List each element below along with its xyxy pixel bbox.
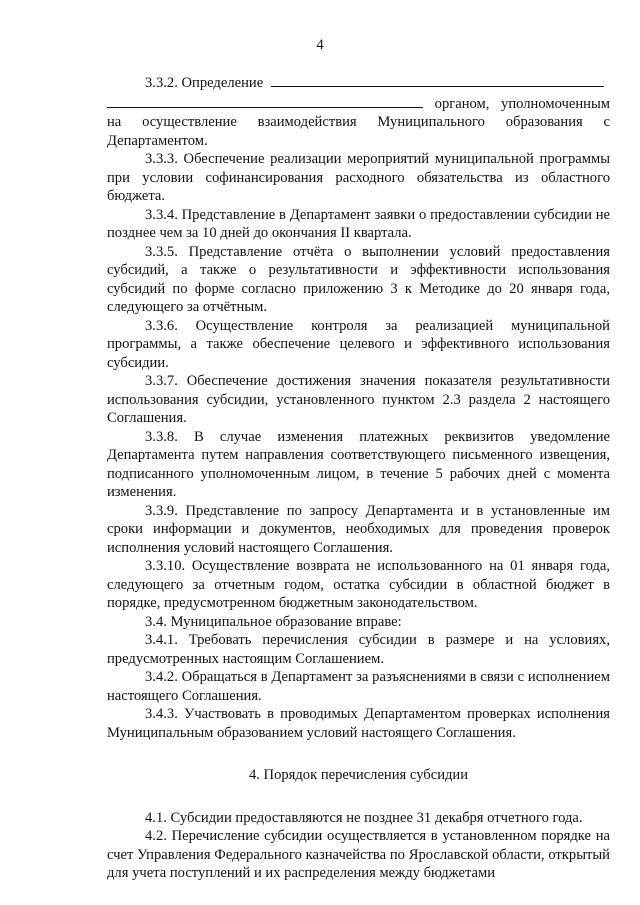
blank-field-line-1 (271, 72, 604, 87)
clause-4-2: 4.2. Перечисление субсидии осуществляется в установленном порядке на счет Управления Федерального казначейства по Ярославской области, открытый для учета поступлений и их распределения между бюджетами (107, 828, 610, 881)
clause-3-3-4: 3.3.4. Представление в Департамент заявки о предоставлении субсидии не позднее чем за 10 дней до окончания II квартала. (107, 206, 610, 241)
clause-3-4-2: 3.4.2. Обращаться в Департамент за разъяснениями в связи с исполнением настоящего Соглашения. (107, 669, 610, 704)
document-body (107, 72, 610, 883)
clause-4-1: 4.1. Субсидии предоставляются не позднее 31 декабря отчетного года. (145, 809, 583, 826)
clause-3-3-9: 3.3.9. Представление по запросу Департамента и в установленные им сроки информации и документов, необходимых для проведения проверок исполнения условий настоящего Соглашения. (107, 502, 610, 556)
clause-3-3-10: 3.3.10. Осуществление возврата не использованного на 01 января года, следующего за отчетным годом, остатка субсидии в областной бюджет в порядке, предусмотренном бюджетным законодательством. (107, 558, 610, 611)
clause-3-3-7: 3.3.7. Обеспечение достижения значения показателя результативности использования субсидии, установленного пунктом 2.3 раздела 2 настоящего Соглашения. (107, 373, 610, 426)
clause-3-3-8: 3.3.8. В случае изменения платежных реквизитов уведомление Департамента путем направления соответствующего письменного извещения, подписанного уполномоченным лицом, в течение 5 рабочих дней с момента изменения. (107, 428, 610, 500)
clause-3-4: 3.4. Муниципальное образование вправе: (145, 613, 402, 630)
blank-field-line-2 (107, 93, 423, 108)
section-4-title: 4. Порядок перечисления субсидии (248, 767, 469, 783)
clause-3-3-6: 3.3.6. Осуществление контроля за реализацией муниципальной программы, а также обеспечение целевого и эффективного использования субсидии. (107, 317, 610, 371)
clause-3-3-2-lead: 3.3.2. Определение (145, 75, 264, 91)
page-number: 4 (316, 37, 324, 53)
clause-3-4-1: 3.4.1. Требовать перечисления субсидии в размере и на условиях, предусмотренных настоящим Соглашением. (107, 632, 610, 667)
clause-3-3-2-text: органом, уполномоченным на осуществление взаимодействия Муниципального образования с Департаментом. (107, 95, 610, 149)
clause-3-3-2 (107, 72, 610, 150)
clause-3-3-3: 3.3.3. Обеспечение реализации мероприятий муниципальной программы при условии софинансирования расходного обязательства из областного бюджета. (107, 151, 610, 204)
clause-3-3-5: 3.3.5. Представление отчёта о выполнении условий предоставления субсидий, а также о результативности и эффективности использования субсидий по форме согласно приложению 3 к Методике до 20 января года, следующего за отчётным. (107, 243, 610, 315)
clause-3-4-3: 3.4.3. Участвовать в проводимых Департаментом проверках исполнения Муниципальным образованием условий настоящего Соглашения. (107, 706, 610, 741)
